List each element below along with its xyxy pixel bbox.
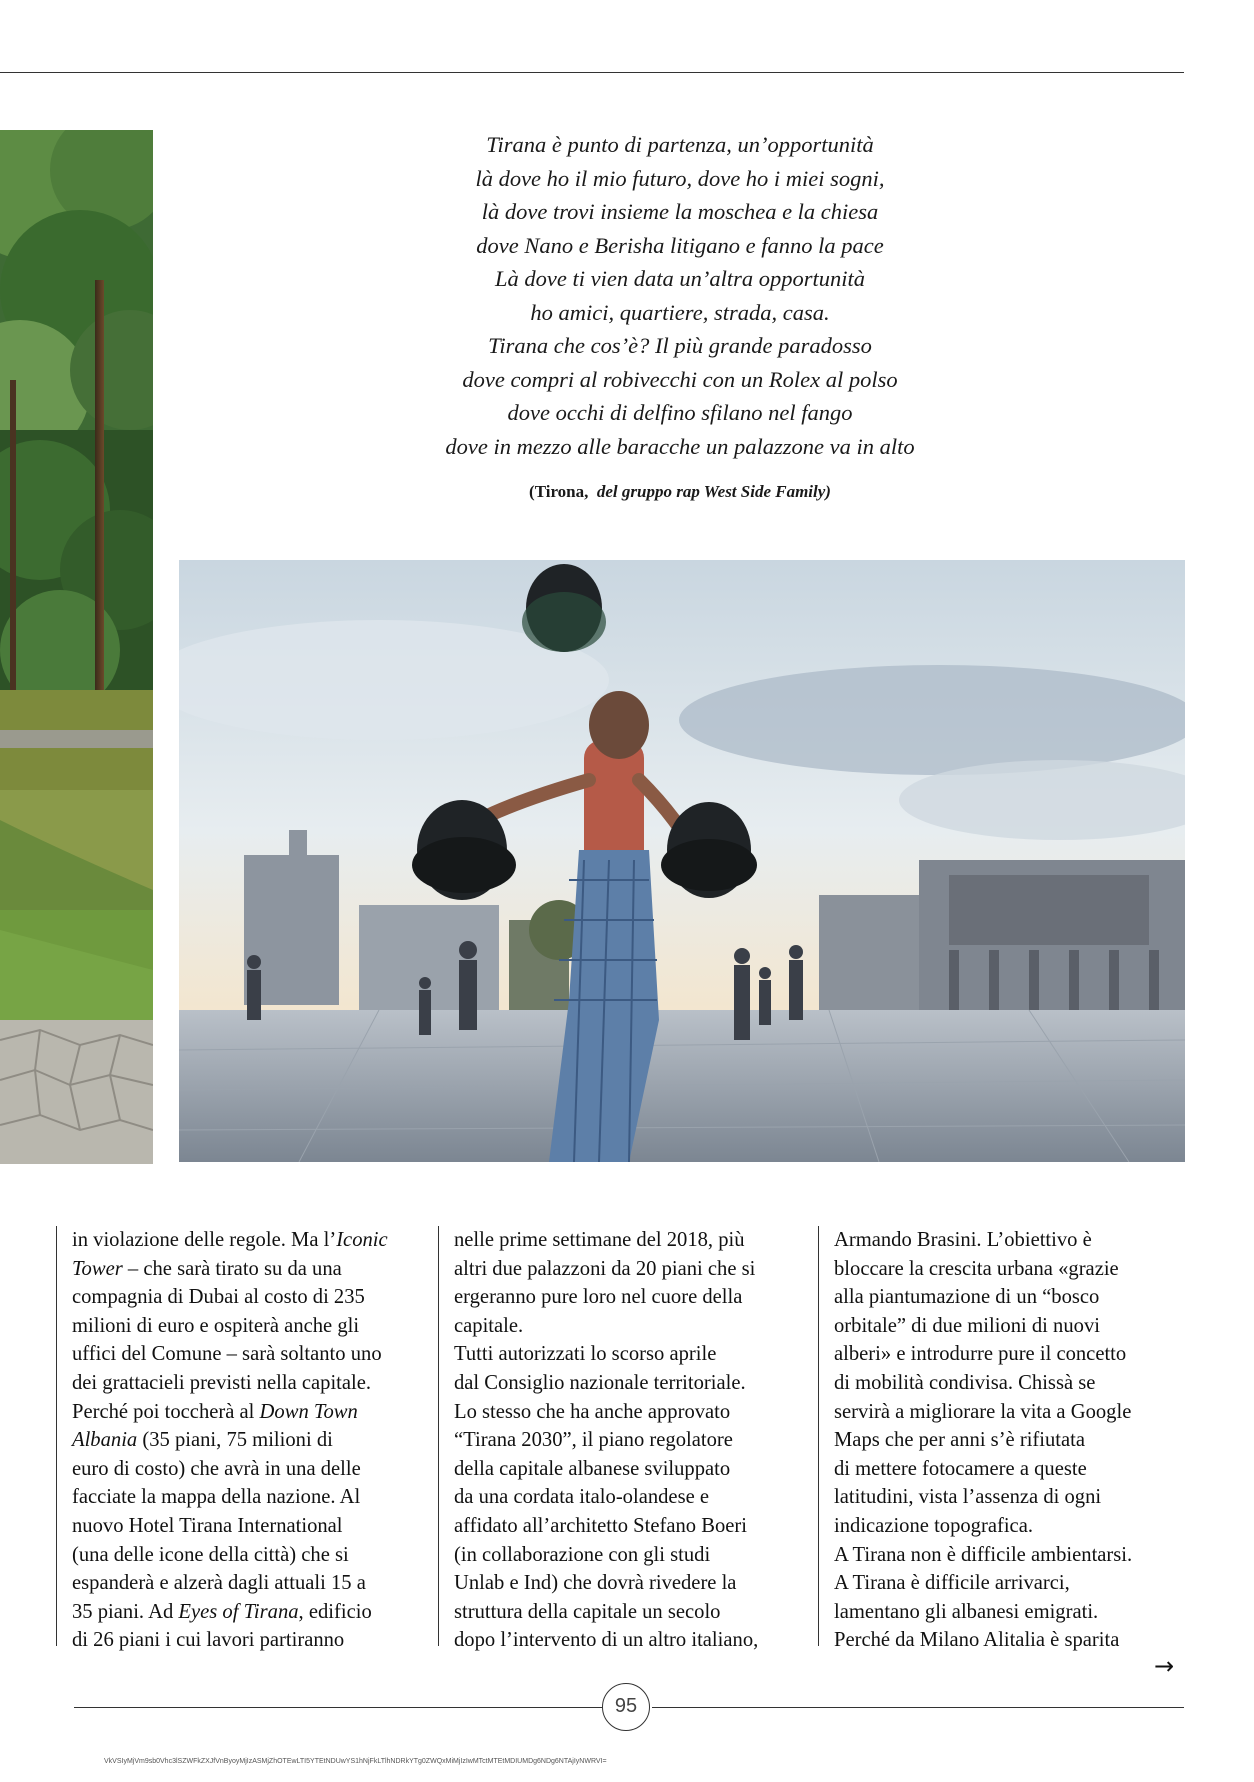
text-line xyxy=(454,1226,784,1255)
text-line xyxy=(72,1569,402,1598)
footer-rule xyxy=(652,1707,1184,1708)
text-line xyxy=(834,1426,1164,1455)
text-line xyxy=(834,1398,1164,1427)
text-line xyxy=(454,1398,784,1427)
article-column-1 xyxy=(72,1226,402,1655)
poem-line: dove compri al robivecchi con un Rolex al polso xyxy=(462,366,898,392)
poem-line: là dove trovi insieme la moschea e la chiesa xyxy=(481,199,879,224)
text-run: lamentano gli albanesi emigrati. xyxy=(834,1600,1099,1623)
text-run: Lo stesso che ha anche approvato xyxy=(454,1400,731,1423)
text-line xyxy=(834,1455,1164,1484)
text-line xyxy=(834,1626,1164,1655)
text-run: Perché poi toccherà al xyxy=(72,1400,260,1423)
text-line xyxy=(834,1541,1164,1570)
text-line xyxy=(72,1283,402,1312)
text-run: espanderà e alzerà dagli attuali 15 a xyxy=(72,1572,366,1595)
text-line xyxy=(834,1369,1164,1398)
column-rule xyxy=(56,1226,57,1646)
italic-title: Down Town xyxy=(259,1400,358,1423)
text-run: dopo l’intervento di un altro italiano, xyxy=(454,1629,759,1652)
poem xyxy=(360,128,1000,463)
italic-title: Iconic xyxy=(336,1229,388,1251)
text-line xyxy=(72,1398,402,1427)
text-run: dal Consiglio nazionale territoriale. xyxy=(454,1371,746,1394)
column-rule xyxy=(818,1226,819,1646)
text-line xyxy=(454,1283,784,1312)
poem-credit-name: (Tirona, xyxy=(529,482,589,501)
text-line xyxy=(834,1483,1164,1512)
text-line xyxy=(834,1598,1164,1627)
text-run: in violazione delle regole. Ma l’ xyxy=(72,1229,337,1251)
text-line xyxy=(454,1541,784,1570)
text-line xyxy=(834,1569,1164,1598)
poem-line: dove Nano e Berisha litigano e fanno la pace xyxy=(476,232,884,258)
poem-line: dove occhi di delfino sfilano nel fango xyxy=(507,400,853,425)
text-run: (35 piani, 75 milioni di xyxy=(137,1429,333,1452)
text-run: , edificio xyxy=(298,1600,372,1623)
text-run: orbitale” di due milioni di nuovi xyxy=(834,1314,1100,1337)
text-run: da una cordata italo-olandese e xyxy=(454,1486,710,1509)
text-run: Armando Brasini. L’obiettivo è xyxy=(834,1229,1092,1251)
text-run: altri due palazzoni da 20 piani che si xyxy=(454,1257,756,1280)
text-run: alberi» e introdurre pure il concetto xyxy=(834,1343,1127,1366)
text-run: (una delle icone della città) che si xyxy=(72,1543,349,1566)
page-number: 95 xyxy=(602,1683,650,1731)
text-run: di 26 piani i cui lavori partiranno xyxy=(72,1629,345,1652)
text-line xyxy=(454,1455,784,1484)
poem-line: là dove ho il mio futuro, dove ho i miei sogni, xyxy=(475,165,885,191)
poem-line: ho amici, quartiere, strada, casa. xyxy=(530,299,830,325)
footer-code: VkVSIyMjVm9sb0Vhc3lSZWFkZXJfVnByoyMjIzASMjZhOTEwLTI5YTEtNDUwYS1hNjFkLTlhNDRkYTg0ZWQxMiMjIzIwMTctMTEtMDIUMDg6NDg6NTAjIyNWRVI= xyxy=(104,1758,607,1765)
text-line xyxy=(454,1626,784,1655)
text-line xyxy=(72,1255,402,1284)
text-run: indicazione topografica. xyxy=(834,1514,1033,1537)
poem-line: Tirana che cos’è? Il più grande paradosso xyxy=(488,333,872,358)
italic-title: Eyes of Tirana xyxy=(178,1600,299,1623)
text-run: nuovo Hotel Tirana International xyxy=(72,1514,343,1537)
text-run: ergeranno pure loro nel cuore della xyxy=(454,1286,743,1309)
text-line xyxy=(72,1483,402,1512)
text-line xyxy=(72,1541,402,1570)
text-run: di mobilità condivisa. Chissà se xyxy=(834,1371,1096,1394)
text-run: Maps che per anni s’è rifiutata xyxy=(834,1429,1086,1452)
continue-arrow-icon: → xyxy=(1154,1652,1175,1680)
text-line xyxy=(72,1626,402,1655)
text-run: di mettere fotocamere a queste xyxy=(834,1457,1087,1480)
text-line xyxy=(72,1512,402,1541)
text-line xyxy=(834,1312,1164,1341)
text-line xyxy=(454,1255,784,1284)
column-rule xyxy=(438,1226,439,1646)
poem-line: Là dove ti vien data un’altra opportunità xyxy=(495,266,865,291)
text-line xyxy=(454,1426,784,1455)
text-run: A Tirana è difficile arrivarci, xyxy=(834,1572,1070,1595)
text-line xyxy=(72,1598,402,1627)
text-line xyxy=(454,1312,784,1341)
text-run: milioni di euro e ospiterà anche gli xyxy=(72,1314,360,1337)
text-run: euro di costo) che avrà in una delle xyxy=(72,1457,361,1480)
text-run: Unlab e Ind) che dovrà rivedere la xyxy=(454,1572,737,1595)
text-line xyxy=(454,1483,784,1512)
poem-line: Tirana è punto di partenza, un’opportunità xyxy=(486,132,874,157)
text-line xyxy=(454,1340,784,1369)
text-line xyxy=(454,1598,784,1627)
text-run: Tutti autorizzati lo scorso aprile xyxy=(454,1343,717,1366)
text-line xyxy=(72,1369,402,1398)
text-run: nelle prime settimane del 2018, più xyxy=(454,1229,745,1251)
italic-title: Tower xyxy=(72,1257,123,1280)
text-run: – che sarà tirato su da una xyxy=(122,1257,342,1280)
text-run: struttura della capitale un secolo xyxy=(454,1600,721,1623)
text-line xyxy=(454,1512,784,1541)
text-run: “Tirana 2030”, il piano regolatore xyxy=(454,1429,733,1452)
text-run: A Tirana non è difficile ambientarsi. xyxy=(834,1543,1133,1566)
text-line xyxy=(72,1226,402,1255)
article-column-2 xyxy=(454,1226,784,1655)
text-line xyxy=(72,1340,402,1369)
text-line xyxy=(72,1312,402,1341)
text-run: dei grattacieli previsti nella capitale. xyxy=(72,1371,372,1394)
text-line xyxy=(454,1369,784,1398)
footer-rule xyxy=(74,1707,602,1708)
hat-juggler-image xyxy=(179,560,1185,1162)
text-run: latitudini, vista l’assenza di ogni xyxy=(834,1486,1102,1509)
text-run: bloccare la crescita urbana «grazie xyxy=(834,1257,1119,1280)
park-trees-image xyxy=(0,130,153,1164)
poem-credit-source: del gruppo rap West Side Family) xyxy=(596,482,831,501)
article-column-3 xyxy=(834,1226,1164,1655)
italic-title: Albania xyxy=(72,1429,138,1452)
text-line xyxy=(834,1512,1164,1541)
text-run: facciate la mappa della nazione. Al xyxy=(72,1486,361,1509)
text-line xyxy=(834,1340,1164,1369)
text-line xyxy=(72,1426,402,1455)
text-run: compagnia di Dubai al costo di 235 xyxy=(72,1286,365,1309)
text-run: affidato all’architetto Stefano Boeri xyxy=(454,1514,747,1537)
text-line xyxy=(834,1283,1164,1312)
text-run: (in collaborazione con gli studi xyxy=(454,1543,711,1566)
text-run: 35 piani. Ad xyxy=(72,1600,179,1623)
top-rule xyxy=(0,72,1184,73)
text-run: uffici del Comune – sarà soltanto uno xyxy=(72,1343,382,1366)
main-photo xyxy=(179,560,1185,1162)
text-line xyxy=(454,1569,784,1598)
left-photo xyxy=(0,130,153,1164)
text-run: alla piantumazione di un “bosco xyxy=(834,1286,1100,1309)
text-line xyxy=(72,1455,402,1484)
text-run: capitale. xyxy=(454,1314,524,1337)
poem-credit xyxy=(360,482,1000,502)
text-run: Perché da Milano Alitalia è sparita xyxy=(834,1629,1120,1652)
text-run: servirà a migliorare la vita a Google xyxy=(834,1400,1132,1423)
text-line xyxy=(834,1255,1164,1284)
poem-line: dove in mezzo alle baracche un palazzone va in alto xyxy=(445,433,915,459)
text-line xyxy=(834,1226,1164,1255)
text-run: della capitale albanese sviluppato xyxy=(454,1457,731,1480)
